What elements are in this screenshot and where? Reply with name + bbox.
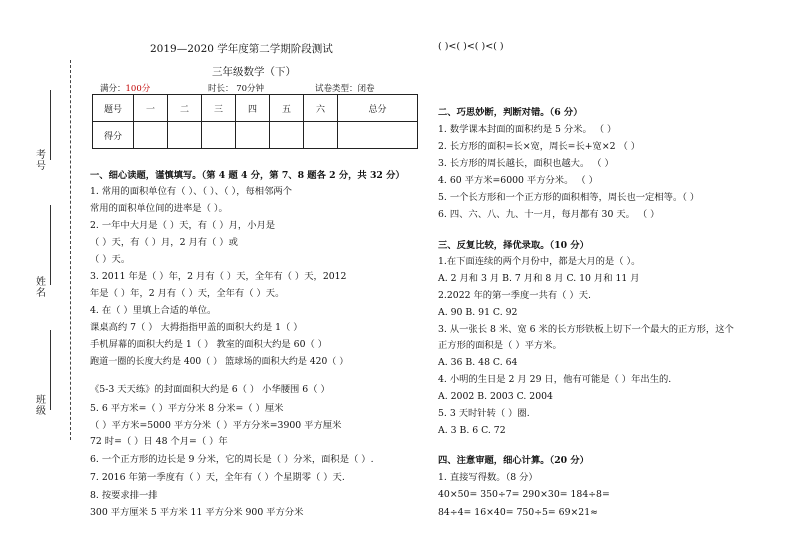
question-line: 1.在下面连续的两个月份中，都是大月的是（ ）。 [438,256,641,267]
section-3-heading: 三、反复比较，择优录取。（10 分） [438,240,589,251]
question-line: 72 时=（ ）日 48 个月=（ ）年 [90,436,228,447]
score-table-score-row [93,122,418,149]
question-line: 7. 2016 年第一季度有（ ）天，全年有（ ）个星期零（ ）天. [90,472,345,483]
question-line: A. 2002 B. 2003 C. 2004 [438,391,553,402]
question-line: 正方形的面积是（ ）平方米。 [438,340,562,351]
question-line: 40×50= 350÷7= 290×30= 184÷8= [438,489,610,500]
name-label: 姓名 [36,277,46,299]
question-line: 6. 四、六、八、九、十一月，每月都有 30 天。 （ ） [438,209,660,220]
full-marks-value: 100分 [125,84,151,94]
question-line: 手机屏幕的面积大约是 1（ ） 教室的面积大约是 60（ ） [90,339,328,350]
score-cell[interactable] [304,122,338,149]
question-line: A. 3 B. 6 C. 72 [438,425,506,436]
table-cell: 五 [270,95,304,122]
full-marks [100,82,150,94]
question-line: （ ）天。 [90,254,131,265]
question-line: 3. 长方形的周长越长，面积也越大。 （ ） [438,158,614,169]
score-cell[interactable] [168,122,202,149]
question-line: 8. 按要求排一排 [90,490,158,501]
question-line: 1. 数学课本封面的面积约是 5 分米。 （ ） [438,124,617,135]
question-line: 3. 从一张长 8 米、宽 6 米的长方形铁板上切下一个最大的正方形，这个 [438,324,734,335]
paper-type: 试卷类型：闭卷 [315,84,375,94]
exam-number-label: 考号 [36,150,46,172]
question-line: 常用的面积单位间的进率是（ ）。 [90,203,228,214]
question-line: 5. 一个长方形和一个正方形的面积相等，周长也一定相等。（ ） [438,192,700,203]
exam-subtitle: 三年级数学（下） [212,66,296,78]
table-cell: 六 [304,95,338,122]
name-line [50,205,51,285]
class-label: 班级 [36,395,46,417]
question-line: 2.2022 年的第一季度一共有（ ）天. [438,290,591,301]
table-cell: 一 [134,95,168,122]
score-table-header-row [93,95,418,122]
score-cell[interactable] [338,122,418,149]
question-line: 2. 长方形的面积=长×宽，周长=长+宽×2 （ ） [438,141,641,152]
fold-line [70,60,71,440]
full-marks-label: 满分： [100,84,126,94]
table-cell: 四 [236,95,270,122]
section-1-heading: 一、细心读题，谨慎填写。（第 4 题 4 分，第 7、8 题各 2 分，共 32 分） [90,170,405,181]
table-cell: 二 [168,95,202,122]
question-line: 5. 6 平方米=（ ）平方分米 8 分米=（ ）厘米 [90,403,284,414]
table-cell: 得分 [93,122,134,149]
table-cell: 总分 [338,95,418,122]
section-4-heading: 四、注意审题，细心计算。（20 分） [438,455,589,466]
score-cell[interactable] [270,122,304,149]
question-line: （ ）平方米=5000 平方分米（ ）平方分米=3900 平方厘米 [90,420,342,431]
table-cell: 题号 [93,95,134,122]
class-line [50,330,51,410]
question-line: 300 平方厘米 5 平方米 11 平方分米 900 平方分米 [90,507,304,518]
question-line: 课桌高约 7（ ） 大拇指指甲盖的面积大约是 1（ ） [90,322,303,333]
question-line: 2. 一年中大月是（ ）天，有（ ）月，小月是 [90,220,276,231]
question-line: 3. 2011 年是（ ）年，2 月有（ ）天，全年有（ ）天，2012 [90,271,347,282]
question-line: 84÷4= 16×40= 750÷5= 69×21≈ [438,507,598,518]
score-table [92,94,418,149]
question-line: 4. 在（ ）里填上合适的单位。 [90,305,217,316]
question-line: A. 36 B. 48 C. 64 [438,357,518,368]
score-cell[interactable] [134,122,168,149]
question-line: A. 2 月和 3 月 B. 7 月和 8 月 C. 10 月和 11 月 [438,273,640,284]
table-cell: 三 [202,95,236,122]
question-line: 1. 常用的面积单位有（ ）、（ ）、（ ），每相邻两个 [90,186,292,197]
question-line: A. 90 B. 91 C. 92 [438,307,518,318]
question-line: 《5-3 天天练》的封面面积大约是 6（ ） 小华腰围 6（ ） [90,384,330,395]
question-line: 1. 直接写得数。（8 分） [438,472,538,483]
exam-number-line [50,90,51,160]
question-line: （ ）天，有（ ）月，2 月有（ ）或 [90,237,238,248]
question-line: 年是（ ）年，2 月有（ ）天，全年有（ ）天。 [90,288,285,299]
score-cell[interactable] [202,122,236,149]
question-line: 4. 小明的生日是 2 月 29 日，他有可能是（ ）年出生的. [438,374,672,385]
exam-title: 2019—2020 学年度第二学期阶段测试 [150,43,333,55]
section-2-heading: 二、巧思妙断，判断对错。（6 分） [438,107,583,118]
score-cell[interactable] [236,122,270,149]
exam-duration: 时长： 70分钟 [208,84,265,94]
question-line: 4. 60 平方米=6000 平方分米。 （ ） [438,175,598,186]
top-right-ordering: ( )<( )<( )<( ) [438,41,504,52]
question-line: 5. 3 天时针转（ ）圈. [438,408,530,419]
question-line: 跑道一圈的长度大约是 400（ ） 篮球场的面积大约是 420（ ） [90,357,349,367]
question-line: 6. 一个正方形的边长是 9 分米，它的周长是（ ）分米，面积是（ ）. [90,454,374,465]
